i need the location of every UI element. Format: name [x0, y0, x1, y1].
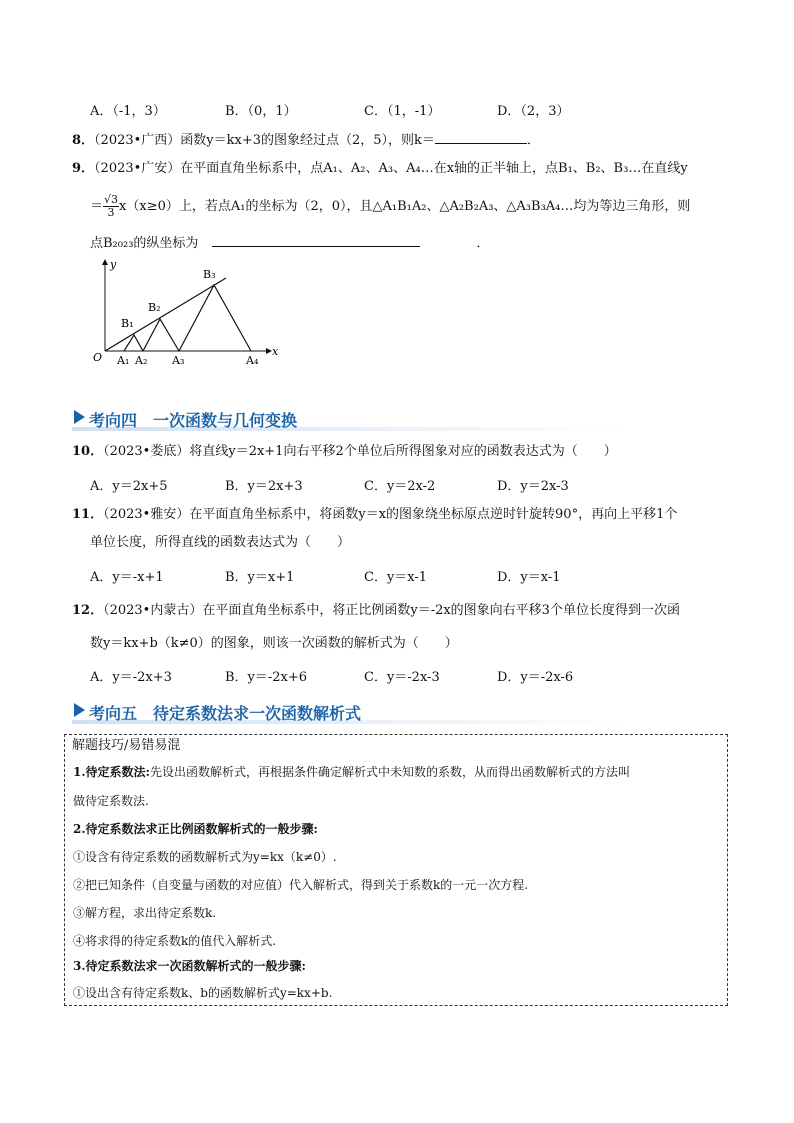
q8-line	[72, 131, 540, 150]
q10-option-b: B．y＝2x+3	[225, 479, 303, 494]
triangle-right-icon	[74, 410, 85, 424]
q11-line2-text: 单位长度，所得直线的函数表达式为（ ）	[90, 535, 351, 550]
q7-option-d: D．（2，3）	[497, 104, 570, 119]
tip-step-3: ③解方程，求出待定系数k.	[73, 906, 217, 920]
q10-line	[72, 443, 617, 461]
q10-text: （2023•娄底）将直线y＝2x+1向右平移2个单位后所得图象对应的函数表达式为（ ）	[103, 444, 617, 459]
q9-number: 9．	[72, 161, 95, 176]
q11-option-a: A．y＝-x+1	[90, 570, 164, 585]
q10-options	[0, 475, 794, 493]
tip-1-heading: 1.待定系数法:	[73, 765, 150, 779]
section-5-title: 考向五 待定系数法求一次函数解析式	[89, 704, 362, 723]
a1-label: A₁	[117, 354, 130, 367]
section-heading-4	[72, 405, 724, 431]
tip-step-4: ④将求得的待定系数k的值代入解析式.	[73, 934, 277, 948]
q10-number: 10．	[72, 444, 104, 459]
q9-line1-text: （2023•广安）在平面直角坐标系中，点A₁、A₂、A₃、A₄…在x轴的正半轴上，点B₁、B₂、B₃…在直线y	[94, 161, 688, 176]
x-axis-label: x	[272, 345, 279, 358]
equilateral-triangles-figure	[86, 254, 286, 370]
tip-step-5: ①设出含有待定系数k、b的函数解析式y=kx+b.	[73, 986, 333, 1000]
q12-number: 12．	[72, 603, 104, 618]
fraction-denominator: 3	[107, 206, 115, 219]
section-heading-5	[72, 698, 724, 724]
q11-options	[0, 566, 794, 584]
tip-1-text: 先设出函数解析式，再根据条件确定解析式中未知数的系数，从而得出函数解析式的方法叫	[149, 765, 630, 779]
tip-3-heading: 3.待定系数法求一次函数解析式的一般步骤:	[73, 959, 306, 973]
triangle-a3-b3-a4	[179, 285, 251, 351]
q7-option-a: A．（-1，3）	[90, 104, 166, 119]
q10-option-d: D．y＝2x-3	[497, 479, 569, 494]
q11-line1	[72, 506, 677, 524]
b2-label: B₂	[148, 301, 161, 314]
q12-option-c: C．y＝-2x-3	[364, 670, 440, 685]
line-y-sqrt3-over-3-x	[105, 278, 226, 351]
q12-line2	[90, 635, 458, 653]
q9-line3	[90, 234, 489, 253]
triangle-right-icon	[74, 703, 85, 717]
q9-line1	[72, 160, 688, 178]
q9-line3-text: 点B₂₀₂₃的纵坐标为	[90, 236, 199, 251]
tip-1-continuation: 做待定系数法.	[73, 794, 149, 808]
q12-line2-text: 数y＝kx+b（k≠0）的图象，则该一次函数的解析式为（ ）	[90, 636, 458, 651]
q11-option-d: D．y＝x-1	[497, 570, 561, 585]
q11-option-c: C．y＝x-1	[364, 570, 428, 585]
a3-label: A₃	[172, 354, 185, 367]
tip-paragraph-1	[73, 764, 630, 780]
q7-option-b: B．（0，1）	[225, 104, 297, 119]
fraction-numerator: √3	[104, 193, 119, 206]
triangle-a2-b2-a3	[143, 319, 179, 351]
q9-answer-blank[interactable]	[212, 234, 420, 247]
q7-options	[0, 100, 794, 118]
q11-line2	[90, 534, 350, 552]
q12-option-b: B．y＝-2x+6	[225, 670, 308, 685]
q11-option-b: B．y＝x+1	[225, 570, 295, 585]
q11-number: 11．	[72, 507, 104, 522]
q12-option-a: A．y＝-2x+3	[90, 670, 172, 685]
tip-step-2: ②把已知条件（自变量与函数的对应值）代入解析式，得到关于系数k的一元一次方程.	[73, 878, 529, 892]
q12-line1-text: （2023•内蒙古）在平面直角坐标系中，将正比例函数y＝-2x的图象向右平移3个单位长度得到一次函	[103, 603, 680, 618]
q8-text: （2023•广西）函数y＝kx+3的图象经过点（2，5），则k＝	[94, 133, 435, 148]
tips-title: 解题技巧/易错易混	[72, 738, 181, 753]
q9-end: ．	[476, 236, 490, 251]
origin-label: O	[93, 351, 103, 364]
q12-line1	[72, 602, 680, 620]
q9-eq: ＝	[90, 199, 104, 214]
section-4-title: 考向四 一次函数与几何变换	[89, 411, 298, 430]
q12-options	[0, 666, 794, 684]
tip-2-heading: 2.待定系数法求正比例函数解析式的一般步骤:	[73, 822, 318, 836]
q8-end: ．	[526, 133, 540, 148]
q12-option-d: D．y＝-2x-6	[497, 670, 574, 685]
tip-step-1: ①设含有待定系数的函数解析式为y=kx（k≠0）.	[73, 850, 337, 864]
q10-option-c: C．y＝2x-2	[364, 479, 436, 494]
tips-box	[64, 734, 728, 1006]
q9-line2	[90, 194, 690, 219]
q11-line1-text: （2023•雅安）在平面直角坐标系中，将函数y＝x的图象绕坐标原点逆时针旋转90°，再向上平移1个	[103, 507, 678, 522]
q7-option-c: C．（1，-1）	[364, 104, 441, 119]
q9-line2-text: x（x≥0）上，若点A₁的坐标为（2，0），且△A₁B₁A₂、△A₂B₂A₃、△A₃B₃A₄…均为等边三角形，则	[119, 199, 691, 214]
q8-number: 8．	[72, 133, 95, 148]
y-axis-label: y	[110, 258, 117, 271]
q10-option-a: A．y＝2x+5	[90, 479, 168, 494]
q8-answer-blank[interactable]	[435, 131, 527, 144]
b3-label: B₃	[203, 268, 216, 281]
b1-label: B₁	[121, 317, 134, 330]
sqrt3-over-3-fraction	[103, 194, 119, 219]
a2-label: A₂	[135, 354, 148, 367]
a4-label: A₄	[246, 354, 259, 367]
